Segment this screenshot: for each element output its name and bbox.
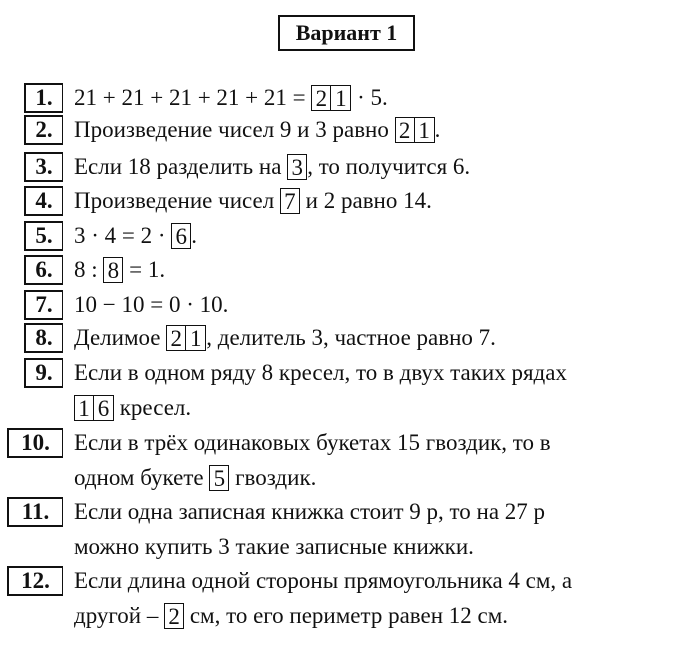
task-9-cont — [0, 393, 700, 423]
text-part: . — [191, 223, 198, 248]
text-part: другой – — [74, 603, 165, 628]
task-text-line-2: можно купить 3 такие записные книжки. — [74, 534, 474, 559]
text-part: 3 · 4 = 2 · — [74, 223, 172, 248]
text-part: . — [434, 117, 441, 142]
task-11-cont — [0, 532, 700, 562]
task-4 — [0, 186, 700, 216]
task-2 — [0, 115, 700, 145]
task-1 — [0, 83, 700, 113]
text-part: · 5. — [357, 85, 388, 110]
text-part: Произведение чисел — [74, 188, 280, 213]
task-text — [74, 152, 470, 182]
task-text-line-2 — [74, 601, 508, 631]
text-part: = 1. — [123, 257, 166, 282]
task-text-line-2 — [74, 393, 191, 423]
answer-box[interactable]: 2 — [166, 325, 186, 351]
task-10 — [0, 428, 700, 458]
answer-box[interactable]: 5 — [209, 465, 229, 491]
answer-box[interactable]: 6 — [94, 395, 114, 421]
text-part: см, то его периметр равен 12 см. — [184, 603, 509, 628]
text-part: Произведение чисел 9 и 3 равно — [74, 117, 395, 142]
answer-box[interactable]: 8 — [103, 257, 123, 283]
answer-box[interactable]: 2 — [164, 603, 184, 629]
task-text — [74, 115, 440, 145]
task-9 — [0, 358, 700, 388]
text-part: , делитель 3, частное равно 7. — [206, 325, 496, 350]
task-5 — [0, 221, 700, 251]
task-text-line-2 — [74, 463, 316, 493]
task-number: 10. — [7, 428, 63, 458]
text-part: и 2 равно 14. — [299, 188, 432, 213]
task-text-line-1: Если в одном ряду 8 кресел, то в двух таких рядах — [74, 360, 567, 385]
task-text — [74, 221, 197, 251]
task-text — [74, 186, 432, 216]
task-11 — [0, 497, 700, 527]
text-part: 8 : — [74, 257, 104, 282]
answer-box[interactable]: 6 — [171, 223, 191, 249]
task-number: 11. — [7, 497, 63, 527]
task-number: 1. — [24, 83, 63, 113]
answer-box[interactable]: 2 — [395, 117, 415, 143]
answer-box[interactable]: 7 — [280, 188, 300, 214]
task-7 — [0, 290, 700, 320]
task-12 — [0, 566, 700, 596]
task-6 — [0, 255, 700, 285]
text-part: одном букете — [74, 465, 210, 490]
task-number: 7. — [24, 290, 63, 320]
task-text-line-1: Если одна записная книжка стоит 9 р, то на 27 р — [74, 499, 546, 524]
answer-box[interactable]: 1 — [186, 325, 206, 351]
task-10-cont — [0, 463, 700, 493]
variant-title: Вариант 1 — [278, 15, 415, 51]
task-12-cont — [0, 601, 700, 631]
task-text: 10 − 10 = 0 · 10. — [74, 292, 229, 317]
task-number: 2. — [24, 115, 63, 145]
answer-box[interactable]: 1 — [415, 117, 435, 143]
task-text-line-1: Если длина одной стороны прямоугольника 4 см, а — [74, 568, 573, 593]
task-text-line-1: Если в трёх одинаковых букетах 15 гвоздик, то в — [74, 430, 551, 455]
task-number: 8. — [24, 323, 63, 353]
text-part: кресел. — [114, 395, 192, 420]
answer-box[interactable]: 2 — [311, 85, 331, 111]
task-3 — [0, 152, 700, 182]
text-part: Если 18 разделить на — [74, 154, 288, 179]
task-text — [74, 323, 496, 353]
task-number: 3. — [24, 152, 63, 182]
task-text — [74, 255, 165, 285]
task-8 — [0, 323, 700, 353]
task-number: 4. — [24, 186, 63, 216]
answer-box[interactable]: 1 — [74, 395, 94, 421]
task-number: 6. — [24, 255, 63, 285]
text-part: , то получится 6. — [307, 154, 471, 179]
answer-box[interactable]: 3 — [287, 154, 307, 180]
text-part: 21 + 21 + 21 + 21 + 21 = — [74, 85, 312, 110]
text-part: Делимое — [74, 325, 167, 350]
task-number: 5. — [24, 221, 63, 251]
task-number: 12. — [7, 566, 63, 596]
text-part: гвоздик. — [229, 465, 317, 490]
task-text — [74, 83, 388, 113]
answer-box[interactable]: 1 — [331, 85, 351, 111]
task-number: 9. — [24, 358, 63, 388]
